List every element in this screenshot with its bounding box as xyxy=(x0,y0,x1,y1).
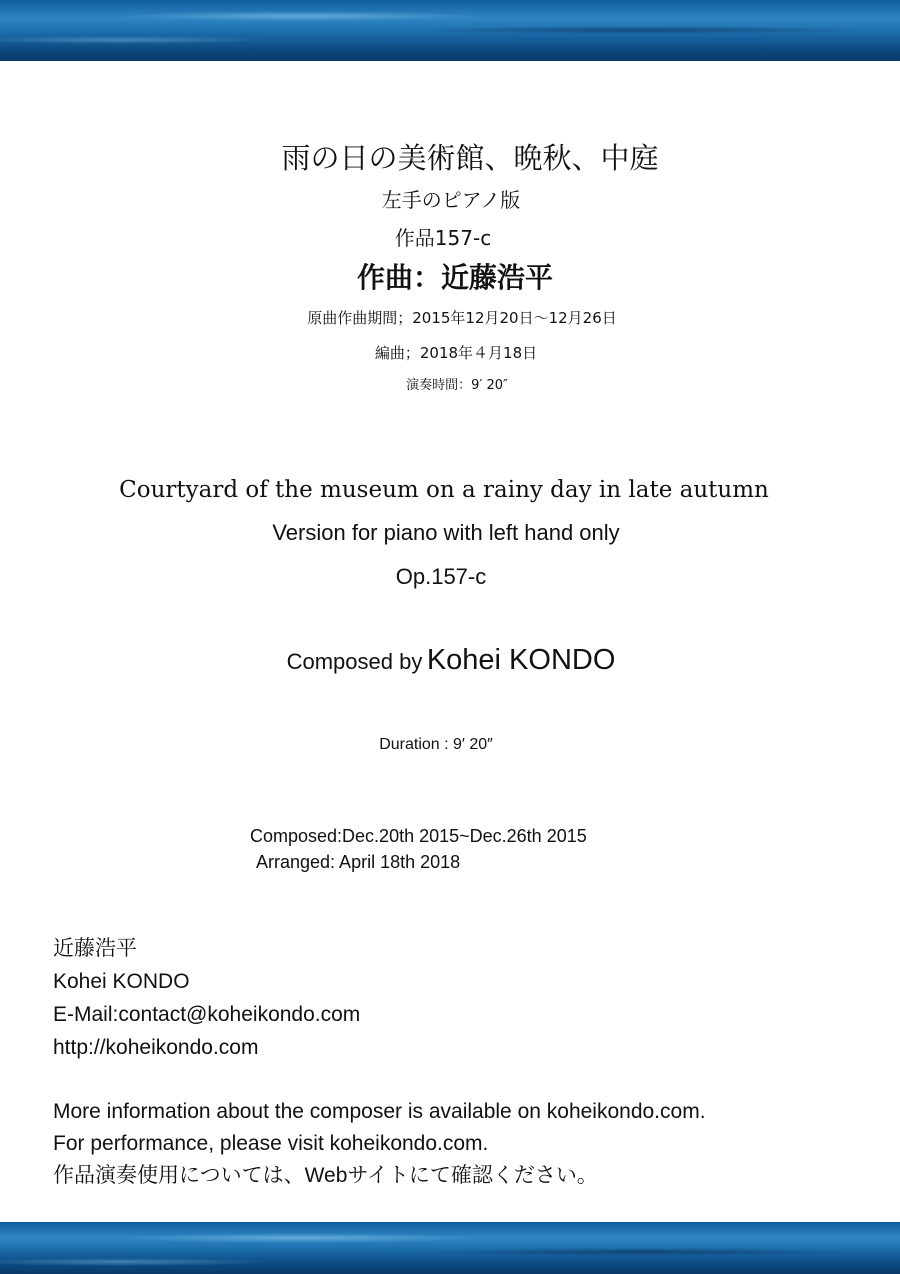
bottom-decorative-band xyxy=(0,1222,900,1274)
contact-name-japanese: 近藤浩平 xyxy=(53,937,137,960)
english-title: Courtyard of the museum on a rainy day in late autumn xyxy=(119,477,769,503)
english-subtitle: Version for piano with left hand only xyxy=(272,520,620,545)
contact-name-english: Kohei KONDO xyxy=(53,970,190,993)
japanese-composer: 作曲：近藤浩平 xyxy=(356,261,554,294)
english-composed-dates: Composed:Dec.20th 2015~Dec.26th 2015 xyxy=(250,826,587,846)
japanese-title: 雨の日の美術館、晩秋、中庭 xyxy=(281,141,659,175)
japanese-subtitle: 左手のピアノ版 xyxy=(381,188,521,212)
japanese-duration: 演奏時間：9′ 20″ xyxy=(406,378,508,393)
japanese-composition-period: 原曲作曲期間；2015年12月20日〜12月26日 xyxy=(307,309,617,327)
composer-name: Kohei KONDO xyxy=(426,644,616,676)
english-opus: Op.157-c xyxy=(395,564,487,589)
composed-by-prefix: Composed by xyxy=(286,649,423,674)
contact-email[interactable]: E-Mail:contact@koheikondo.com xyxy=(53,1003,361,1026)
japanese-opus: 作品157-c xyxy=(394,226,492,250)
contact-website-link[interactable]: http://koheikondo.com xyxy=(53,1036,259,1059)
info-line-performance: For performance, please visit koheikondo.com. xyxy=(53,1132,489,1155)
english-duration: Duration : 9′ 20″ xyxy=(379,736,493,753)
info-line-japanese: 作品演奏使用については、Webサイトにて確認ください。 xyxy=(53,1164,598,1187)
japanese-arrangement-date: 編曲；2018年４月18日 xyxy=(374,344,538,362)
info-line-composer: More information about the composer is available on koheikondo.com. xyxy=(53,1100,706,1123)
info-block xyxy=(53,1096,706,1192)
top-decorative-band xyxy=(0,0,900,61)
english-arranged-date: Arranged: April 18th 2018 xyxy=(256,852,461,872)
english-composer-line xyxy=(287,644,616,677)
contact-block xyxy=(53,932,360,1064)
